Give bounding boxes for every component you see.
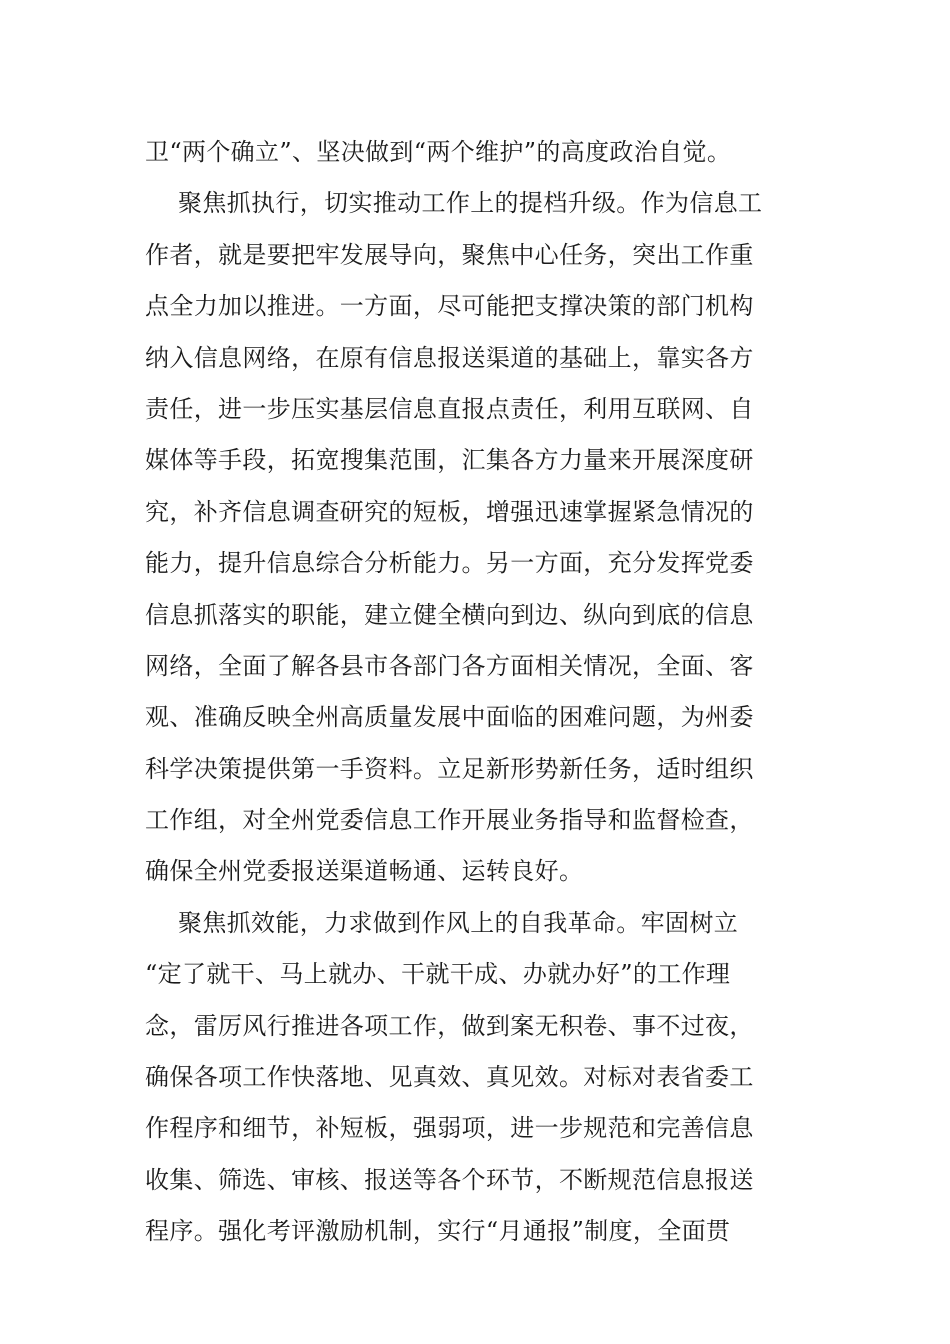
text-line: 作者，就是要把牢发展导向，聚焦中心任务，突出工作重 bbox=[145, 240, 754, 269]
body-text bbox=[145, 127, 810, 1258]
text-line: “定了就干、马上就办、干就干成、办就办好”的工作理 bbox=[145, 960, 731, 989]
text-line: 收集、筛选、审核、报送等各个环节，不断规范信息报送 bbox=[145, 1165, 754, 1194]
text-line: 纳入信息网络，在原有信息报送渠道的基础上，靠实各方 bbox=[145, 343, 754, 372]
text-line: 网络，全面了解各县市各部门各方面相关情况，全面、客 bbox=[145, 651, 754, 680]
text-line: 工作组，对全州党委信息工作开展业务指导和监督检查， bbox=[145, 806, 754, 835]
text-line: 程序。强化考评激励机制，实行“月通报”制度，全面贯 bbox=[145, 1217, 731, 1246]
text-line: 点全力加以推进。一方面，尽可能把支撑决策的部门机构 bbox=[145, 292, 754, 321]
text-line: 确保全州党委报送渠道畅通、运转良好。 bbox=[145, 857, 584, 886]
text-line: 究，补齐信息调查研究的短板，增强迅速掌握紧急情况的 bbox=[145, 497, 754, 526]
text-line: 责任，进一步压实基层信息直报点责任，利用互联网、自 bbox=[145, 394, 754, 423]
text-line: 观、准确反映全州高质量发展中面临的困难问题，为州委 bbox=[145, 703, 754, 732]
text-line: 能力，提升信息综合分析能力。另一方面，充分发挥党委 bbox=[145, 549, 754, 578]
text-line: 科学决策提供第一手资料。立足新形势新任务，适时组织 bbox=[145, 754, 754, 783]
paragraph-first-line: 聚焦抓效能，力求做到作风上的自我革命。牢固树立 bbox=[178, 908, 739, 937]
paragraph-first-line: 聚焦抓执行，切实推动工作上的提档升级。作为信息工 bbox=[178, 189, 763, 218]
text-line: 确保各项工作快落地、见真效、真见效。对标对表省委工 bbox=[145, 1063, 754, 1092]
text-line: 作程序和细节，补短板，强弱项，进一步规范和完善信息 bbox=[145, 1114, 754, 1143]
text-line: 卫“两个确立”、坚决做到“两个维护”的高度政治自觉。 bbox=[145, 138, 732, 166]
text-line: 媒体等手段，拓宽搜集范围，汇集各方力量来开展深度研 bbox=[145, 446, 754, 475]
text-line: 念，雷厉风行推进各项工作，做到案无积卷、事不过夜， bbox=[145, 1011, 754, 1040]
text-line: 信息抓落实的职能，建立健全横向到边、纵向到底的信息 bbox=[145, 600, 754, 629]
